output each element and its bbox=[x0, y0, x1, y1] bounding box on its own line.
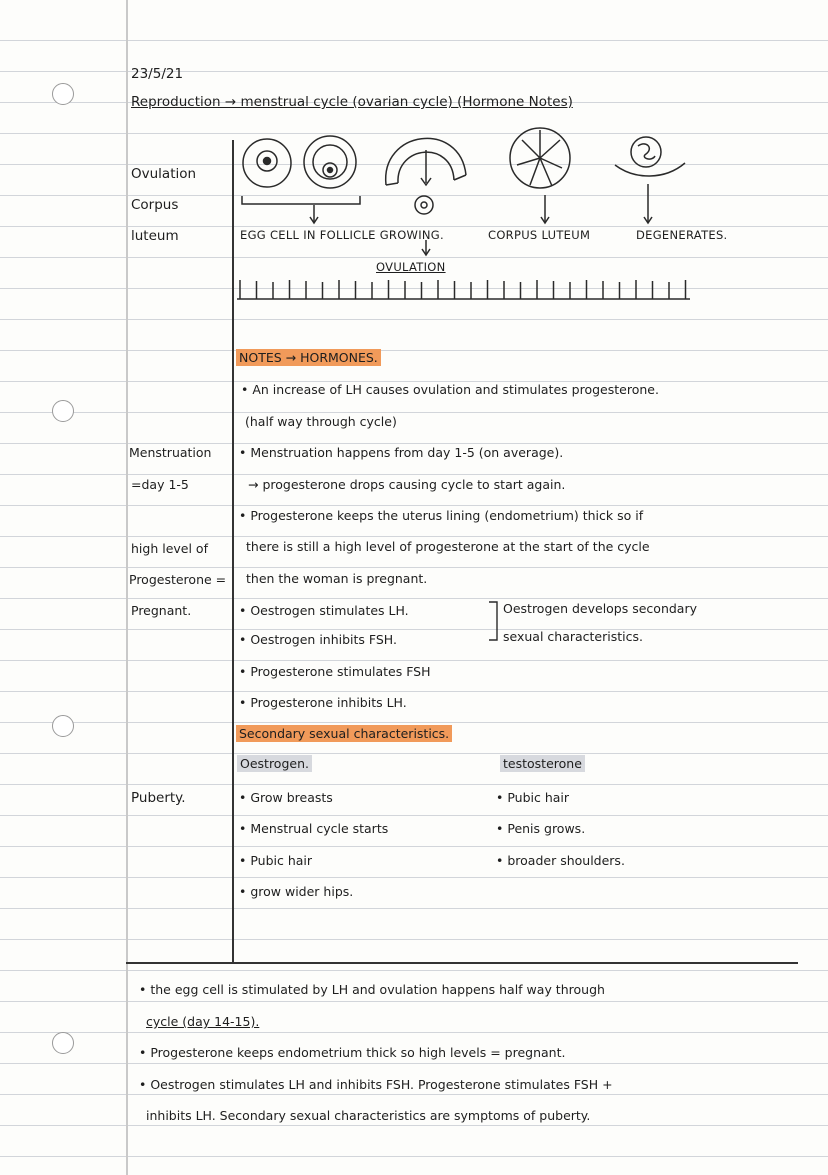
note-oestrogen-secondary-1: Oestrogen develops secondary bbox=[503, 601, 698, 616]
timeline-ticks bbox=[240, 280, 686, 299]
label-ovulation: Ovulation bbox=[131, 166, 197, 182]
note-progesterone-2: there is still a high level of progesterone at the start of the cycle bbox=[246, 539, 650, 554]
note-oestrogen-fsh: • Oestrogen inhibits FSH. bbox=[239, 632, 397, 647]
note-lh-1: • An increase of LH causes ovulation and stimulates progesterone. bbox=[241, 382, 659, 397]
note-oestrogen-lh: • Oestrogen stimulates LH. bbox=[239, 603, 409, 618]
note-menstruation-1: • Menstruation happens from day 1-5 (on average). bbox=[239, 445, 564, 460]
label-high-level: high level of bbox=[131, 541, 208, 556]
follicle-growing-drawing bbox=[304, 136, 356, 188]
testosterone-item: • Pubic hair bbox=[496, 790, 570, 805]
summary-line-4: • Oestrogen stimulates LH and inhibits FSH. Progesterone stimulates FSH + bbox=[139, 1077, 613, 1092]
degenerating-drawing bbox=[615, 163, 685, 176]
oestrogen-heading: Oestrogen. bbox=[237, 758, 312, 771]
summary-line-3: • Progesterone keeps endometrium thick so high levels = pregnant. bbox=[139, 1045, 566, 1060]
summary-line-5: inhibits LH. Secondary sexual characteristics are symptoms of puberty. bbox=[146, 1108, 591, 1123]
stage-corpus-luteum: CORPUS LUTEUM bbox=[488, 228, 591, 242]
oestrogen-item: • Grow breasts bbox=[239, 790, 333, 805]
note-lh-2: (half way through cycle) bbox=[245, 414, 397, 429]
page-title: Reproduction → menstrual cycle (ovarian cycle) (Hormone Notes) bbox=[131, 94, 573, 110]
note-progesterone-lh: • Progesterone inhibits LH. bbox=[239, 695, 407, 710]
label-puberty: Puberty. bbox=[131, 790, 186, 806]
binder-hole bbox=[52, 1032, 74, 1054]
label-luteum: luteum bbox=[131, 228, 179, 244]
secondary-heading: Secondary sexual characteristics. bbox=[236, 728, 452, 741]
stage-degenerates: DEGENERATES. bbox=[636, 228, 728, 242]
binder-hole bbox=[52, 400, 74, 422]
date: 23/5/21 bbox=[131, 66, 184, 82]
released-egg-drawing bbox=[415, 196, 433, 214]
note-progesterone-1: • Progesterone keeps the uterus lining (endometrium) thick so if bbox=[239, 508, 644, 523]
testosterone-item: • Penis grows. bbox=[496, 821, 586, 836]
notes-heading: NOTES → HORMONES. bbox=[236, 352, 381, 365]
oestrogen-item: • Pubic hair bbox=[239, 853, 313, 868]
note-progesterone-3: then the woman is pregnant. bbox=[246, 571, 428, 586]
testosterone-heading: testosterone bbox=[500, 758, 585, 771]
label-corpus: Corpus bbox=[131, 197, 179, 213]
summary-divider bbox=[126, 962, 798, 964]
note-progesterone-fsh: • Progesterone stimulates FSH bbox=[239, 664, 431, 679]
binder-hole bbox=[52, 715, 74, 737]
summary-line-1: • the egg cell is stimulated by LH and ovulation happens half way through bbox=[139, 982, 605, 997]
label-pregnant: Pregnant. bbox=[131, 603, 192, 618]
label-progesterone: Progesterone = bbox=[129, 572, 227, 587]
note-menstruation-2: → progesterone drops causing cycle to start again. bbox=[248, 477, 566, 492]
label-menstruation: Menstruation bbox=[129, 445, 212, 460]
stage-ovulation: OVULATION bbox=[376, 260, 446, 274]
label-day-range: =day 1-5 bbox=[131, 477, 189, 492]
note-oestrogen-secondary-2: sexual characteristics. bbox=[503, 629, 643, 644]
summary-line-2: cycle (day 14-15). bbox=[146, 1014, 260, 1029]
testosterone-item: • broader shoulders. bbox=[496, 853, 625, 868]
stage-egg-growing: EGG CELL IN FOLLICLE GROWING. bbox=[240, 228, 444, 242]
oestrogen-item: • Menstrual cycle starts bbox=[239, 821, 389, 836]
oestrogen-item: • grow wider hips. bbox=[239, 884, 354, 899]
